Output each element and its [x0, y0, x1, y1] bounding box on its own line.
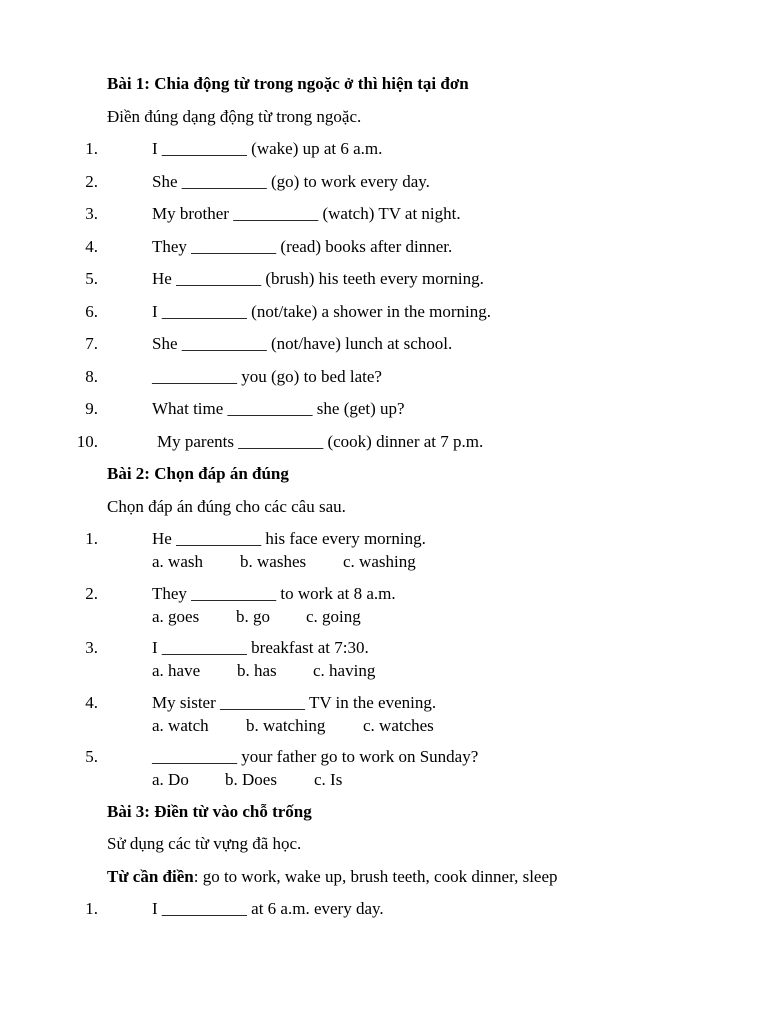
item-text: She __________ (go) to work every day. [152, 171, 430, 191]
option-b: b. washes [240, 552, 307, 571]
answer-options [107, 551, 727, 573]
option-c: c. watches [363, 715, 434, 735]
item-text: I __________ (not/take) a shower in the morning. [152, 301, 491, 321]
question-item [85, 745, 727, 791]
item-number: 8. [85, 366, 98, 386]
question-item [85, 691, 727, 737]
option-b: b. watching [246, 715, 326, 735]
question-text: My sister __________ TV in the evening. [152, 692, 437, 712]
section-3-instruction: Sử dụng các từ vựng đã học. [107, 834, 302, 853]
list-item [85, 267, 727, 291]
item-number: 6. [85, 301, 98, 321]
item-number: 1. [85, 529, 98, 548]
item-number: 7. [85, 334, 98, 353]
section-1-list [76, 137, 727, 454]
answer-options [107, 715, 727, 737]
item-text: I __________ at 6 a.m. every day. [152, 899, 384, 918]
item-number: 9. [85, 399, 98, 418]
answer-options [107, 606, 727, 628]
list-item [85, 332, 727, 356]
list-item [85, 202, 727, 226]
section-3-title: Bài 3: Điền từ vào chỗ trống [107, 801, 312, 821]
item-text: He __________ (brush) his teeth every morning. [152, 269, 484, 288]
option-b: b. go [236, 606, 270, 626]
section-2-title: Bài 2: Chọn đáp án đúng [107, 464, 289, 483]
question-text: He __________ his face every morning. [152, 529, 426, 548]
option-a: a. wash [152, 552, 203, 571]
question-text: I __________ breakfast at 7:30. [152, 638, 369, 657]
worksheet [76, 72, 727, 921]
word-bank-words: : go to work, wake up, brush teeth, cook dinner, sleep [193, 866, 558, 886]
option-a: a. have [152, 661, 201, 680]
option-c: c. having [313, 661, 376, 680]
list-item [85, 397, 727, 421]
question-item [85, 636, 727, 682]
question-item [85, 527, 727, 573]
item-text: My parents __________ (cook) dinner at 7 p.m. [157, 431, 484, 451]
answer-options [107, 660, 727, 682]
item-text: They __________ (read) books after dinner. [152, 236, 453, 256]
option-c: c. Is [314, 770, 343, 789]
section-1-title: Bài 1: Chia động từ trong ngoặc ở thì hiện tại đơn [107, 74, 469, 93]
item-text: My brother __________ (watch) TV at night. [152, 204, 461, 223]
list-item [85, 137, 727, 161]
word-bank [107, 865, 727, 889]
option-a: a. goes [152, 606, 200, 626]
list-item [85, 170, 727, 194]
item-number: 2. [85, 171, 98, 191]
item-number: 1. [85, 139, 98, 158]
item-number: 4. [85, 692, 98, 712]
question-text: They __________ to work at 8 a.m. [152, 583, 396, 603]
list-item [85, 365, 727, 389]
list-item [85, 235, 727, 259]
item-number: 4. [85, 236, 98, 256]
item-number: 3. [85, 638, 98, 657]
section-2-instruction: Chọn đáp án đúng cho các câu sau. [107, 496, 346, 516]
item-number: 1. [85, 899, 98, 918]
list-item [76, 430, 727, 454]
list-item [85, 300, 727, 324]
answer-options [107, 769, 727, 791]
option-b: b. Does [225, 770, 277, 789]
option-c: c. going [306, 606, 361, 626]
option-c: c. washing [343, 552, 416, 571]
section-2-list [85, 527, 727, 791]
question-text: __________ your father go to work on Sunday? [152, 747, 479, 766]
section-1-instruction: Điền đúng dạng động từ trong ngoặc. [107, 106, 362, 126]
item-number: 5. [85, 269, 98, 288]
question-item [85, 582, 727, 628]
item-text: I __________ (wake) up at 6 a.m. [152, 139, 383, 158]
item-text: __________ you (go) to bed late? [152, 366, 382, 386]
item-number: 2. [85, 583, 98, 603]
option-a: a. watch [152, 715, 209, 735]
item-number: 3. [85, 204, 98, 223]
option-a: a. Do [152, 770, 189, 789]
item-number: 5. [85, 747, 98, 766]
item-number: 10. [76, 431, 98, 451]
list-item [85, 897, 727, 921]
section-3-list [85, 897, 727, 921]
option-b: b. has [237, 661, 277, 680]
item-text: She __________ (not/have) lunch at school. [152, 334, 453, 353]
word-bank-label: Từ cần điền [107, 866, 194, 886]
item-text: What time __________ she (get) up? [152, 399, 405, 418]
